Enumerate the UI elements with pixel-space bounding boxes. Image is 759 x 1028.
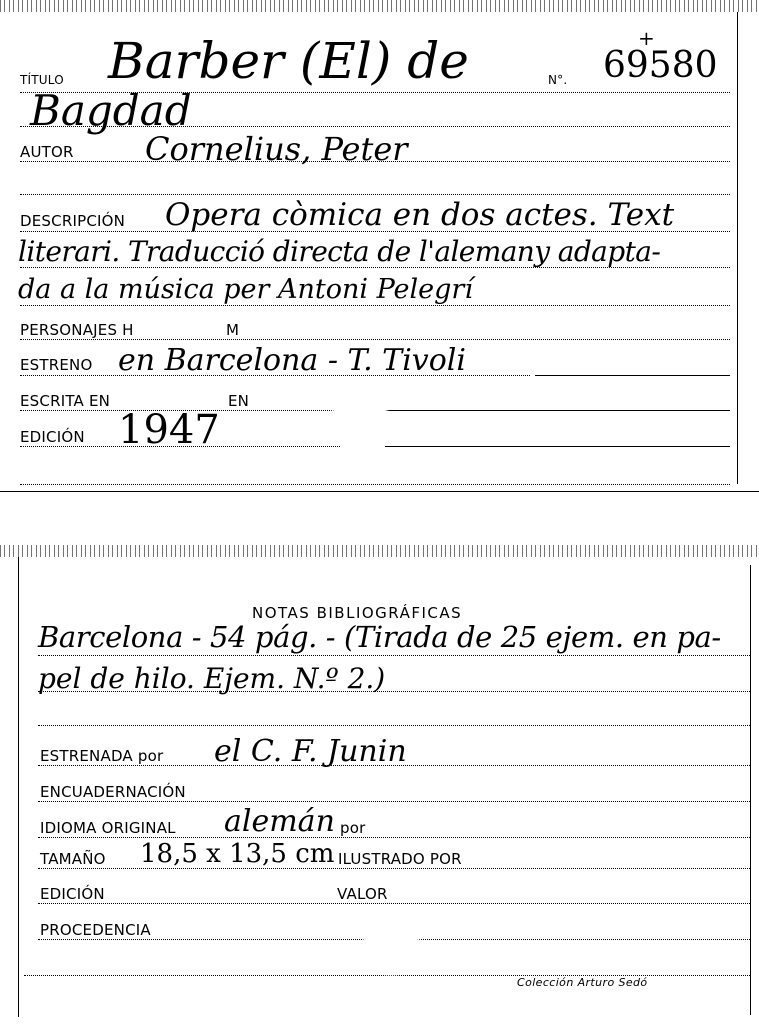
idioma-por-label: por xyxy=(340,819,366,837)
ilustrado-label: ILUSTRADO POR xyxy=(338,850,462,868)
numero-mark: + xyxy=(638,26,655,50)
notas-line-2: pel de hilo. Ejem. N.º 2.) xyxy=(38,662,386,695)
coleccion-label: Colección Arturo Sedó xyxy=(517,976,648,989)
tamano-value: 18,5 x 13,5 cm xyxy=(140,839,335,869)
personajes-label: PERSONAJES H xyxy=(20,321,134,339)
tamano-line xyxy=(38,868,750,869)
escrita-label: ESCRITA EN xyxy=(20,392,111,410)
card1-right-margin xyxy=(737,12,738,484)
personajes-m-label: M xyxy=(226,321,240,339)
estrenada-value: el C. F. Junin xyxy=(214,734,407,769)
idioma-line xyxy=(38,837,750,838)
estrenada-line xyxy=(38,765,750,766)
edicion-line-b xyxy=(385,446,730,447)
numero-label: N°. xyxy=(548,73,568,87)
autor-line xyxy=(20,161,730,162)
procedencia-label: PROCEDENCIA xyxy=(40,921,151,939)
autor-value: Cornelius, Peter xyxy=(145,130,408,168)
punch-hole-mark-2 xyxy=(360,915,422,977)
encuadernacion-line xyxy=(38,801,750,802)
card-top-edge xyxy=(0,0,759,12)
notas-line-1: Barcelona - 54 pág. - (Tirada de 25 ejem. en pa- xyxy=(38,620,721,654)
titulo-line-2 xyxy=(20,126,730,127)
catalog-card-bottom xyxy=(0,545,759,1028)
edicion2-label: EDICIÓN xyxy=(40,885,105,903)
estreno-line-b xyxy=(535,375,730,376)
descripcion-label: DESCRIPCIÓN xyxy=(20,212,126,230)
autor-label: AUTOR xyxy=(20,143,74,161)
estreno-value: en Barcelona - T. Tivoli xyxy=(118,343,466,378)
estreno-label: ESTRENO xyxy=(20,356,93,374)
titulo-label: TÍTULO xyxy=(20,73,64,87)
titulo-value-2: Bagdad xyxy=(30,86,192,135)
idioma-value: alemán xyxy=(224,804,335,839)
tamano-label: TAMAÑO xyxy=(40,850,106,868)
descripcion-line-2: literari. Traducció directa de l'alemany adapta- xyxy=(18,235,661,268)
notas-rule-2 xyxy=(38,691,750,692)
notas-rule-1 xyxy=(38,655,750,656)
escrita-line-b xyxy=(385,410,730,411)
catalog-card-top xyxy=(0,0,759,492)
descripcion-line-2-rule xyxy=(20,267,730,268)
descripcion-line-3: da a la música per Antoni Pelegrí xyxy=(18,274,473,305)
card2-top-edge xyxy=(0,545,759,557)
edicion-line xyxy=(20,446,340,447)
punch-hole-mark xyxy=(330,385,390,445)
valor-label: VALOR xyxy=(337,885,388,903)
descripcion-line-1: Opera còmica en dos actes. Text xyxy=(165,197,675,233)
numero-value: 69580 xyxy=(603,45,718,86)
descripcion-line-3-rule xyxy=(20,305,730,306)
autor-line-2 xyxy=(20,194,730,195)
encuadernacion-label: ENCUADERNACIÓN xyxy=(40,783,186,801)
idioma-label: IDIOMA ORIGINAL xyxy=(40,819,176,837)
edicion-label: EDICIÓN xyxy=(20,428,85,446)
estrenada-label: ESTRENADA por xyxy=(40,747,164,765)
card2-left-margin xyxy=(18,557,19,1017)
edicion2-line xyxy=(38,903,750,904)
titulo-value: Barber (El) de xyxy=(108,32,469,90)
estreno-line xyxy=(20,375,530,376)
notas-rule-3 xyxy=(38,725,750,726)
card-bottom-edge xyxy=(0,491,759,492)
notas-title: NOTAS BIBLIOGRÁFICAS xyxy=(252,604,463,622)
descripcion-line xyxy=(20,231,730,232)
personajes-line xyxy=(20,339,730,340)
card2-right-margin xyxy=(750,565,751,1015)
edicion-value: 1947 xyxy=(118,407,220,453)
en-label: EN xyxy=(228,392,250,410)
card1-bottom-rule xyxy=(20,484,730,485)
